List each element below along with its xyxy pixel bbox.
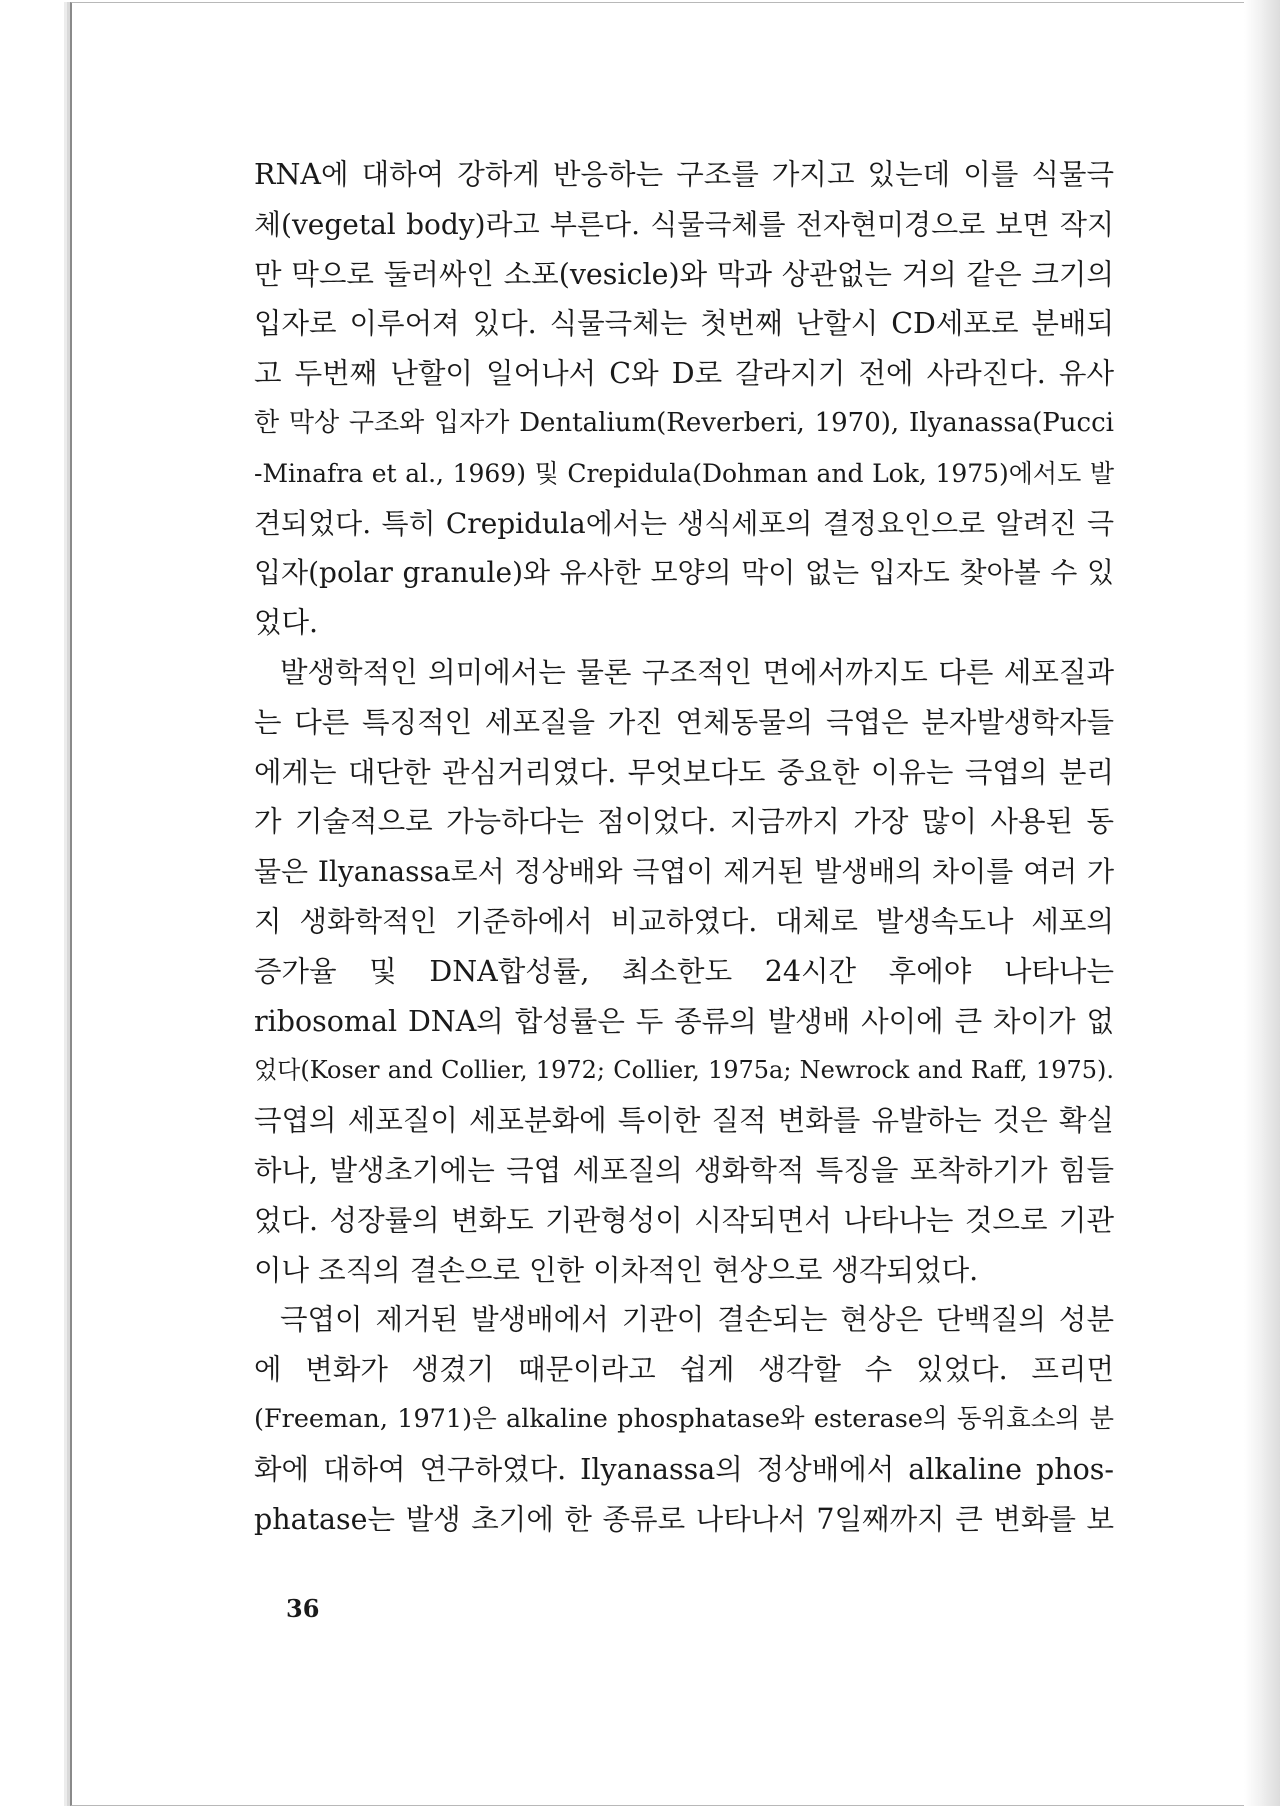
text-line: (Freeman, 1971)은 alkaline phosphatase와 esterase의 동위효소의 분 <box>254 1403 1114 1434</box>
text-line: 체(vegetal body)라고 부른다. 식물극체를 전자현미경으로 보면 작지 <box>254 207 1114 241</box>
page-gutter-shadow <box>1244 0 1280 1806</box>
text-line: -Minafra et al., 1969) 및 Crepidula(Dohman and Lok, 1975)에서도 발 <box>254 458 1114 488</box>
text-line: 한 막상 구조와 입자가 Dentalium(Reverberi, 1970), Ilyanassa(Pucci <box>254 407 1114 438</box>
paragraph-3 <box>254 1295 1114 1544</box>
text-line: RNA에 대하여 강하게 반응하는 구조를 가지고 있는데 이를 식물극 <box>254 158 1114 191</box>
text-line: 견되었다. 특히 Crepidula에서는 생식세포의 결정요인으로 알려진 극 <box>254 506 1114 540</box>
text-line: 이나 조직의 결손으로 인한 이차적인 현상으로 생각되었다. <box>254 1253 979 1287</box>
text-line: phatase는 발생 초기에 한 종류로 나타나서 7일째까지 큰 변화를 보 <box>254 1502 1114 1536</box>
page-number: 36 <box>286 1594 320 1623</box>
text-line: 발생학적인 의미에서는 물론 구조적인 면에서까지도 다른 세포질과 <box>280 655 1114 689</box>
text-line: 가 기술적으로 가능하다는 점이었다. 지금까지 가장 많이 사용된 동 <box>254 805 1114 839</box>
text-line: 에 변화가 생겼기 때문이라고 쉽게 생각할 수 있었다. 프리먼 <box>254 1353 1114 1387</box>
text-line: 극엽이 제거된 발생배에서 기관이 결손되는 현상은 단백질의 성분 <box>280 1303 1114 1337</box>
text-line: 지 생화학적인 기준하에서 비교하였다. 대체로 발생속도나 세포의 <box>254 904 1114 938</box>
text-line: 하나, 발생초기에는 극엽 세포질의 생화학적 특징을 포착하기가 힘들 <box>254 1153 1114 1187</box>
text-line: 었다. 성장률의 변화도 기관형성이 시작되면서 나타나는 것으로 기관 <box>254 1203 1114 1237</box>
text-line: 입자로 이루어져 있다. 식물극체는 첫번째 난할시 CD세포로 분배되 <box>254 307 1114 341</box>
text-line: 화에 대하여 연구하였다. Ilyanassa의 정상배에서 alkaline phos- <box>254 1452 1114 1486</box>
paragraph-1 <box>254 150 1114 648</box>
text-line: 고 두번째 난할이 일어나서 C와 D로 갈라지기 전에 사라진다. 유사 <box>254 357 1114 391</box>
text-line: 증가율 및 DNA합성률, 최소한도 24시간 후에야 나타나는 <box>254 954 1114 988</box>
text-line: 만 막으로 둘러싸인 소포(vesicle)와 막과 상관없는 거의 같은 크기의 <box>254 257 1114 291</box>
text-line: 극엽의 세포질이 세포분화에 특이한 질적 변화를 유발하는 것은 확실 <box>254 1104 1114 1138</box>
text-line: ribosomal DNA의 합성률은 두 종류의 발생배 사이에 큰 차이가 없 <box>254 1004 1114 1038</box>
text-line: 물은 Ilyanassa로서 정상배와 극엽이 제거된 발생배의 차이를 여러 가 <box>254 855 1114 889</box>
page-stack-edge <box>64 6 68 1802</box>
text-line: 었다(Koser and Collier, 1972; Collier, 1975a; Newrock and Raff, 1975). <box>254 1056 1114 1085</box>
text-line: 는 다른 특징적인 세포질을 가진 연체동물의 극엽은 분자발생학자들 <box>254 705 1114 739</box>
paragraph-2 <box>254 648 1114 1295</box>
body-text <box>254 150 1114 1544</box>
text-line: 었다. <box>254 606 319 640</box>
text-line: 에게는 대단한 관심거리였다. 무엇보다도 중요한 이유는 극엽의 분리 <box>254 755 1114 789</box>
text-line: 입자(polar granule)와 유사한 모양의 막이 없는 입자도 찾아볼 수 있 <box>254 556 1114 590</box>
